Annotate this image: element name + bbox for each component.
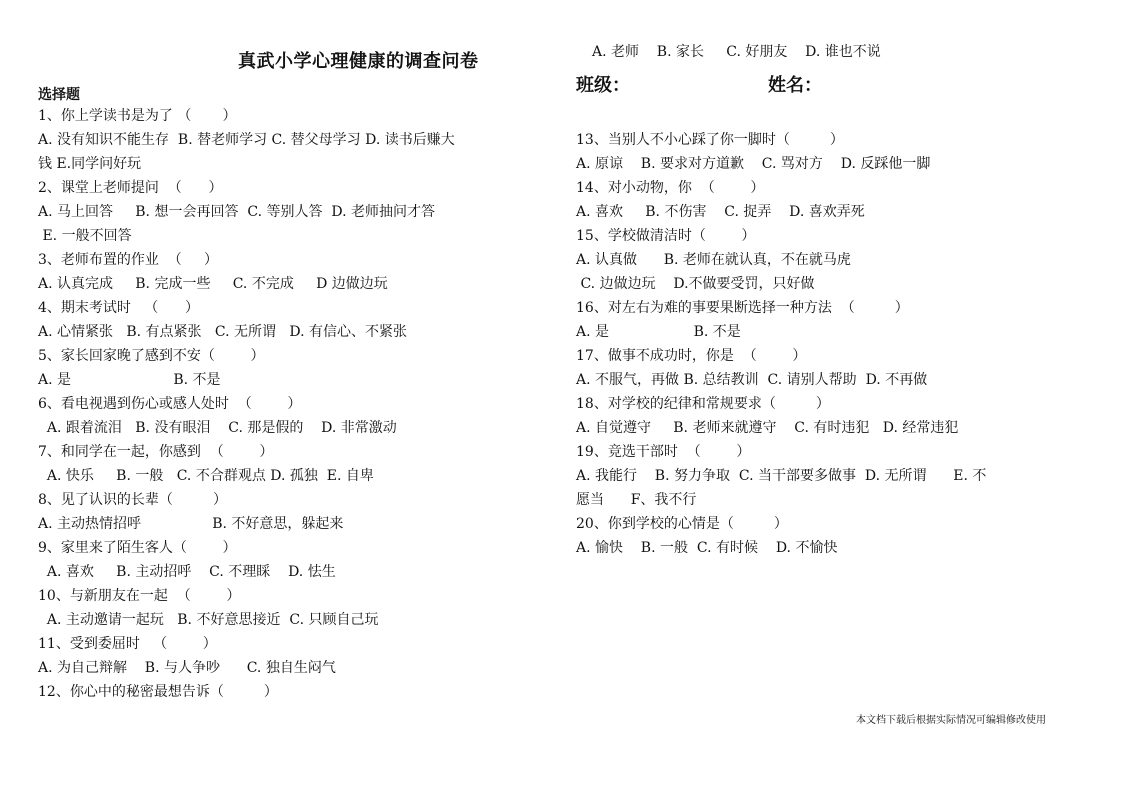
- question-line: 14、对小动物，你 （ ）: [576, 180, 765, 196]
- question-line: A. 喜欢 B. 不伤害 C. 捉弄 D. 喜欢弄死: [576, 204, 865, 220]
- question-line: 15、学校做清洁时（ ）: [576, 228, 756, 244]
- right-top-options: A. 老师 B. 家长 C. 好朋友 D. 谁也不说: [592, 44, 881, 60]
- question-line: 13、当别人不小心踩了你一脚时（ ）: [576, 132, 844, 148]
- question-line: 2、课堂上老师提问 （ ）: [38, 180, 223, 196]
- question-line: A. 自觉遵守 B. 老师来就遵守 C. 有时违犯 D. 经常违犯: [576, 420, 959, 436]
- section-heading: 选择题: [38, 87, 80, 103]
- footer-note: 本文档下载后根据实际情况可编辑修改使用: [856, 715, 1046, 726]
- question-line: A. 不服气，再做 B. 总结教训 C. 请别人帮助 D. 不再做: [576, 372, 928, 388]
- question-line: 7、和同学在一起，你感到 （ ）: [38, 444, 274, 460]
- question-line: A. 主动邀请一起玩 B. 不好意思接近 C. 只顾自己玩: [38, 612, 379, 628]
- question-line: 19、竞选干部时 （ ）: [576, 444, 751, 460]
- question-line: A. 快乐 B. 一般 C. 不合群观点 D. 孤独 E. 自卑: [38, 468, 374, 484]
- question-line: A. 愉快 B. 一般 C. 有时候 D. 不愉快: [576, 540, 838, 556]
- question-line: A. 心情紧张 B. 有点紧张 C. 无所谓 D. 有信心、不紧张: [38, 324, 407, 340]
- question-line: A. 原谅 B. 要求对方道歉 C. 骂对方 D. 反踩他一脚: [576, 156, 931, 172]
- question-line: A. 是 B. 不是: [38, 372, 221, 388]
- question-line: 16、对左右为难的事要果断选择一种方法 （ ）: [576, 300, 909, 316]
- question-line: 1、你上学读书是为了 （ ）: [38, 108, 237, 124]
- question-line: A. 主动热情招呼 B. 不好意思，躲起来: [38, 516, 344, 532]
- question-line: A. 认真完成 B. 完成一些 C. 不完成 D 边做边玩: [38, 276, 388, 292]
- name-label: 姓名：: [768, 75, 822, 96]
- question-line: E. 一般不回答: [38, 228, 132, 244]
- question-line: 5、家长回家晚了感到不安（ ）: [38, 348, 265, 364]
- question-line: A. 认真做 B. 老师在就认真，不在就马虎: [576, 252, 851, 268]
- question-line: A. 是 B. 不是: [576, 324, 741, 340]
- question-line: A. 跟着流泪 B. 没有眼泪 C. 那是假的 D. 非常激动: [38, 420, 397, 436]
- question-line: A. 马上回答 B. 想一会再回答 C. 等别人答 D. 老师抽问才答: [38, 204, 435, 220]
- question-line: 愿当 F、我不行: [576, 492, 697, 508]
- question-line: 9、家里来了陌生客人（ ）: [38, 540, 237, 556]
- question-line: 8、见了认识的长辈（ ）: [38, 492, 227, 508]
- question-line: 钱 E.同学问好玩: [38, 156, 142, 172]
- question-line: A. 我能行 B. 努力争取 C. 当干部要多做事 D. 无所谓 E. 不: [576, 468, 987, 484]
- question-line: 10、与新朋友在一起 （ ）: [38, 588, 241, 604]
- question-line: A. 为自己辩解 B. 与人争吵 C. 独自生闷气: [38, 660, 336, 676]
- question-line: 4、期末考试时 （ ）: [38, 300, 199, 316]
- question-line: 6、看电视遇到伤心或感人处时 （ ）: [38, 396, 302, 412]
- question-line: A. 没有知识不能生存 B. 替老师学习 C. 替父母学习 D. 读书后赚大: [38, 132, 455, 148]
- question-line: 18、对学校的纪律和常规要求（ ）: [576, 396, 830, 412]
- question-line: 3、老师布置的作业 （ ）: [38, 252, 219, 268]
- question-line: C. 边做边玩 D.不做要受罚，只好做: [576, 276, 815, 292]
- question-line: A. 喜欢 B. 主动招呼 C. 不理睬 D. 怯生: [38, 564, 336, 580]
- question-line: 20、你到学校的心情是（ ）: [576, 516, 788, 532]
- question-line: 12、你心中的秘密最想告诉（ ）: [38, 684, 278, 700]
- question-line: 11、受到委屈时 （ ）: [38, 636, 217, 652]
- class-label: 班级：: [576, 75, 630, 96]
- document-title: 真武小学心理健康的调查问卷: [238, 51, 479, 72]
- question-line: 17、做事不成功时，你是 （ ）: [576, 348, 807, 364]
